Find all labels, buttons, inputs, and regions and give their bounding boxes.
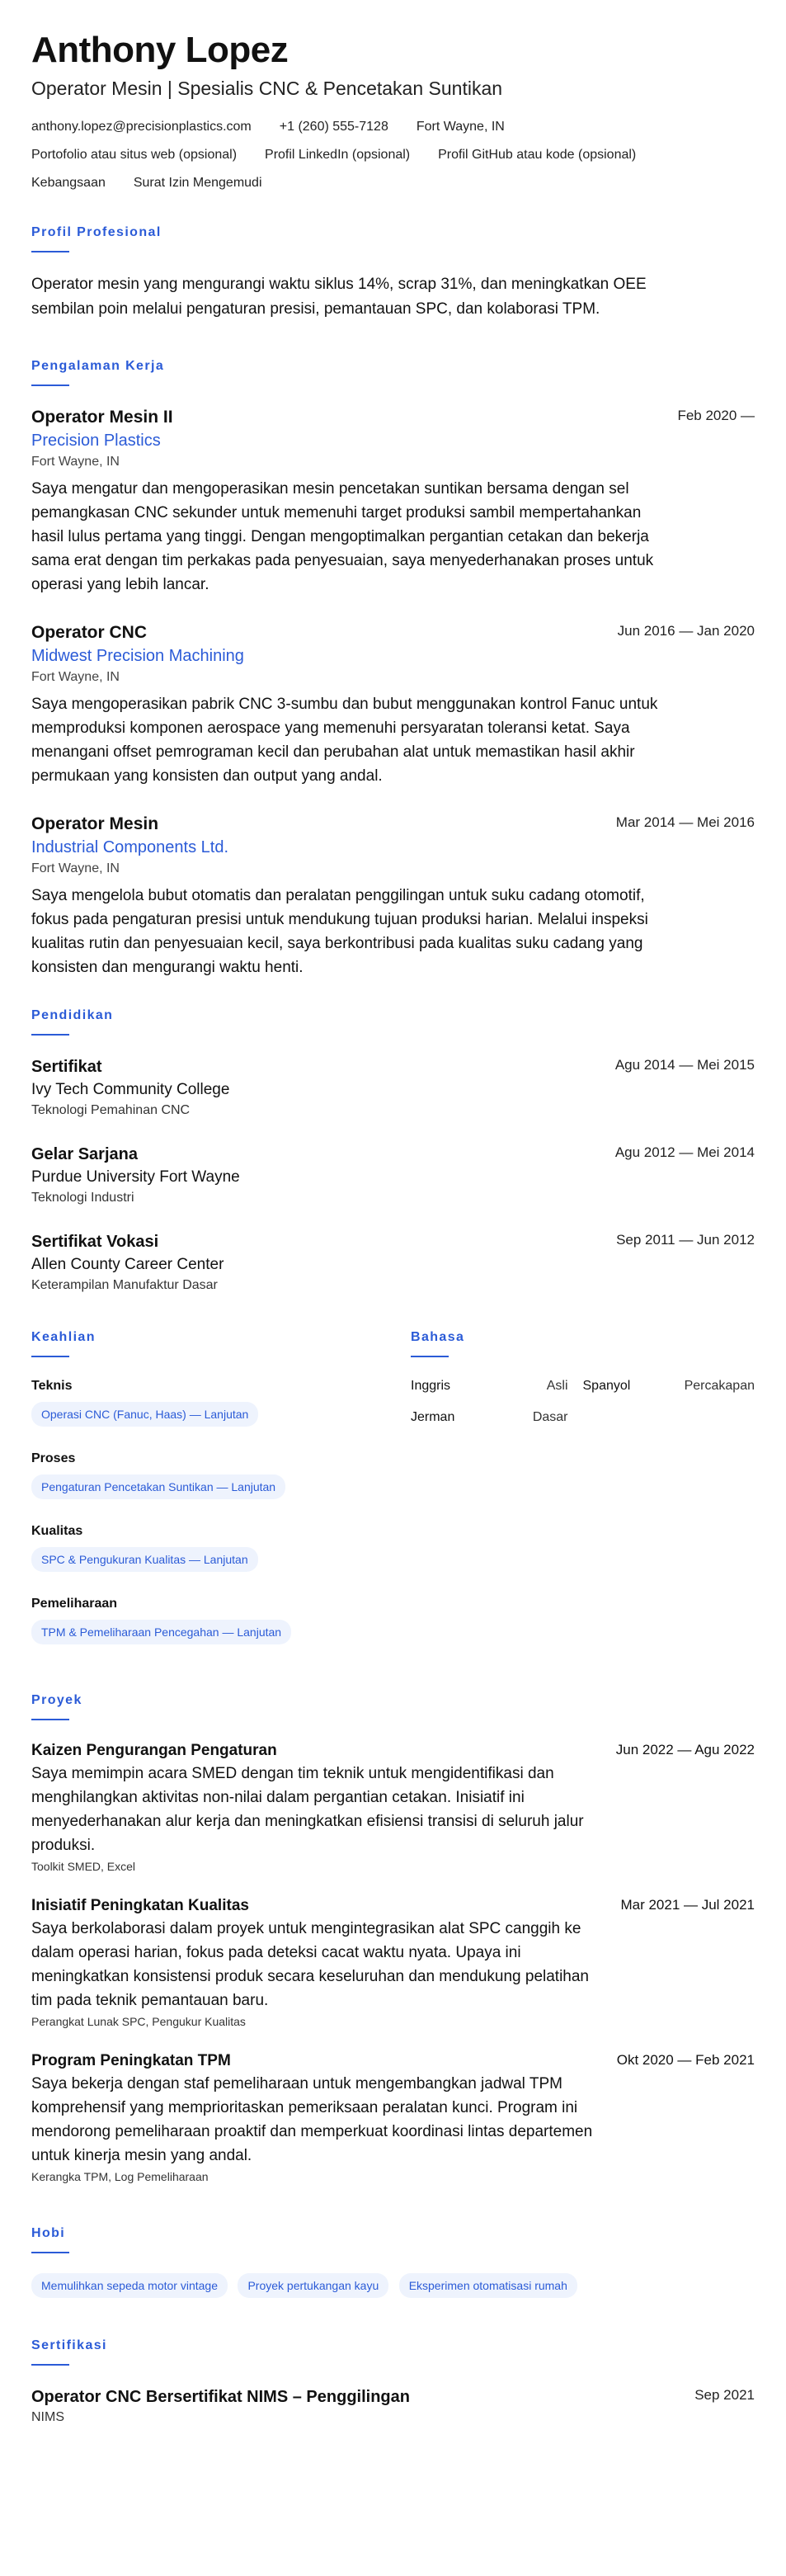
- project-name: Program Peningkatan TPM: [31, 2052, 231, 2069]
- skill-chip: TPM & Pemeliharaan Pencegahan — Lanjutan: [31, 1620, 291, 1644]
- education-dates: Sep 2011 — Jun 2012: [616, 1232, 755, 1248]
- section-divider: [31, 1356, 69, 1357]
- education-degree: Gelar Sarjana: [31, 1145, 138, 1163]
- skill-chip: Operasi CNC (Fanuc, Haas) — Lanjutan: [31, 1402, 258, 1427]
- skill-category: Teknis: [31, 1379, 73, 1393]
- certifications-section: [31, 2338, 755, 2427]
- education-dates: Agu 2012 — Mei 2014: [614, 1144, 755, 1160]
- education-entry: [31, 1143, 755, 1207]
- skill-category: Proses: [31, 1451, 76, 1465]
- candidate-name: Anthony Lopez: [31, 30, 289, 70]
- skill-category: Kualitas: [31, 1524, 83, 1538]
- job-location: Fort Wayne, IN: [31, 455, 120, 469]
- project-entry: [31, 1740, 755, 1875]
- experience-entry: [31, 813, 755, 979]
- project-tools: Kerangka TPM, Log Pemeliharaan: [31, 2170, 209, 2183]
- hobby-list: [31, 2273, 755, 2305]
- skill-chip: Pengaturan Pencetakan Suntikan — Lanjutan: [31, 1474, 285, 1499]
- skill-chip: SPC & Pengukuran Kualitas — Lanjutan: [31, 1547, 258, 1572]
- certification-date: Sep 2021: [694, 2387, 755, 2403]
- contact-github-link[interactable]: Profil GitHub atau kode (opsional): [438, 148, 637, 162]
- section-title-experience: Pengalaman Kerja: [31, 359, 165, 373]
- education-degree: Sertifikat: [31, 1058, 102, 1076]
- language-item: [583, 1377, 755, 1395]
- education-dates: Agu 2014 — Mei 2015: [614, 1057, 755, 1073]
- contact-portfolio-link[interactable]: Portofolio atau situs web (opsional): [31, 148, 238, 162]
- contact-email[interactable]: anthony.lopez@precisionplastics.com: [31, 120, 252, 134]
- company-name: Precision Plastics: [31, 432, 161, 450]
- project-name: Inisiatif Peningkatan Kualitas: [31, 1897, 249, 1914]
- language-level: Dasar: [532, 1410, 568, 1424]
- contact-phone[interactable]: +1 (260) 555-7128: [279, 120, 388, 134]
- section-title-education: Pendidikan: [31, 1008, 114, 1022]
- hobby-chip: Memulihkan sepeda motor vintage: [31, 2273, 228, 2298]
- job-dates: Jun 2016 — Jan 2020: [617, 623, 755, 639]
- company-name: Midwest Precision Machining: [31, 647, 244, 665]
- section-title-profile: Profil Profesional: [31, 225, 162, 239]
- profile-summary: Operator mesin yang mengurangi waktu siklus 14%, scrap 31%, dan meningkatkan OEE sembilan poin melalui pengaturan presisi, pemantauan SPC, dan kolaborasi TPM.: [31, 276, 647, 318]
- skills-languages-row: [31, 1329, 755, 1668]
- languages-section: [411, 1329, 755, 1668]
- language-name: Inggris: [411, 1379, 451, 1393]
- skill-group: [31, 1450, 411, 1506]
- language-list: [411, 1377, 755, 1427]
- job-title: Operator Mesin II: [31, 408, 173, 427]
- project-description: Saya bekerja dengan staf pemeliharaan untuk mengembangkan jadwal TPM komprehensif yang memprioritaskan pemeriksaan peralatan kunci. Program ini mendorong pemeliharaan proaktif dan memperkuat koordinasi lintas departemen untuk kinerja mesin yang andal.: [31, 2075, 593, 2164]
- hobby-chip: Proyek pertukangan kayu: [238, 2273, 388, 2298]
- project-name: Kaizen Pengurangan Pengaturan: [31, 1742, 277, 1759]
- section-title-certifications: Sertifikasi: [31, 2338, 107, 2352]
- project-dates: Jun 2022 — Agu 2022: [615, 1742, 755, 1757]
- education-entry: [31, 1055, 755, 1120]
- job-dates: Mar 2014 — Mei 2016: [615, 814, 755, 830]
- section-title-projects: Proyek: [31, 1693, 82, 1707]
- projects-section: [31, 1692, 755, 2186]
- section-title-hobbies: Hobi: [31, 2226, 66, 2240]
- project-dates: Okt 2020 — Feb 2021: [616, 2052, 755, 2068]
- section-divider: [31, 1034, 69, 1036]
- job-title: Operator Mesin: [31, 814, 159, 833]
- project-tools: Toolkit SMED, Excel: [31, 1860, 136, 1873]
- contact-location: Fort Wayne, IN: [416, 120, 505, 134]
- contact-linkedin-link[interactable]: Profil LinkedIn (opsional): [265, 148, 411, 162]
- education-degree: Sertifikat Vokasi: [31, 1233, 159, 1251]
- section-divider: [31, 251, 69, 252]
- project-entry: [31, 2050, 755, 2186]
- project-description: Saya memimpin acara SMED dengan tim teknik untuk mengidentifikasi dan menghilangkan aktivitas non-nilai dalam pergantian cetakan. Inisiatif ini menyederhanakan alur kerja dan meningkatkan efisiensi transisi di seluruh jalur produksi.: [31, 1765, 584, 1854]
- language-item: [411, 1408, 583, 1427]
- skills-section: [31, 1329, 411, 1668]
- section-divider: [31, 2252, 69, 2253]
- skill-category: Pemeliharaan: [31, 1597, 118, 1611]
- contact-row-links: [31, 147, 755, 163]
- language-name: Jerman: [411, 1410, 455, 1424]
- candidate-title: Operator Mesin | Spesialis CNC & Pencetakan Suntikan: [31, 78, 503, 99]
- skill-group: [31, 1595, 411, 1651]
- certification-entry: [31, 2385, 755, 2427]
- education-field: Teknologi Pemahinan CNC: [31, 1103, 191, 1117]
- experience-entry: [31, 406, 755, 597]
- job-title: Operator CNC: [31, 623, 148, 642]
- language-item: [411, 1377, 583, 1395]
- education-field: Teknologi Industri: [31, 1191, 134, 1205]
- project-entry: [31, 1895, 755, 2031]
- certification-name: Operator CNC Bersertifikat NIMS – Penggilingan: [31, 2388, 410, 2406]
- language-name: Spanyol: [582, 1379, 631, 1393]
- education-school: Allen County Career Center: [31, 1256, 224, 1273]
- project-dates: Mar 2021 — Jul 2021: [620, 1897, 755, 1913]
- skill-group: [31, 1522, 411, 1578]
- section-divider: [31, 1719, 69, 1720]
- job-description: Saya mengatur dan mengoperasikan mesin pencetakan suntikan bersama dengan sel pemangkasan CNC sekunder untuk memenuhi target produksi sambil mempertahankan hasil lulus pertama yang tinggi. Dengan mengoptimalkan pergantian cetakan dan bekerja sama erat dengan tim perkakas pada penyesuaian, saya menyederhanakan proses untuk operasi yang lebih lancar.: [31, 480, 654, 593]
- education-field: Keterampilan Manufaktur Dasar: [31, 1278, 218, 1292]
- education-section: [31, 1007, 755, 1295]
- job-description: Saya mengelola bubut otomatis dan peralatan penggilingan untuk suku cadang otomotif, fokus pada pengaturan presisi untuk mendukung tujuan produksi harian. Melalui inspeksi kualitas rutin dan penyesuaian kecil, saya berkontribusi pada kualitas suku cadang yang konsisten dan mengurangi waktu henti.: [31, 887, 648, 976]
- contact-row-extra: [31, 175, 755, 191]
- hobbies-section: [31, 2225, 755, 2305]
- job-description: Saya mengoperasikan pabrik CNC 3-sumbu dan bubut menggunakan kontrol Fanuc untuk memproduksi komponen aerospace yang memenuhi persyaratan toleransi ketat. Saya menangani offset pemrograman kecil dan perubahan alat untuk memastikan hasil akhir permukaan yang konsisten dan output yang andal.: [31, 696, 658, 785]
- experience-entry: [31, 621, 755, 788]
- section-divider: [411, 1356, 449, 1357]
- section-divider: [31, 2364, 69, 2366]
- job-location: Fort Wayne, IN: [31, 861, 120, 875]
- section-title-languages: Bahasa: [411, 1330, 465, 1344]
- hobby-chip: Eksperimen otomatisasi rumah: [399, 2273, 577, 2298]
- contact-nationality: Kebangsaan: [31, 176, 106, 190]
- contact-row-primary: [31, 119, 755, 135]
- language-level: Percakapan: [684, 1379, 755, 1393]
- language-level: Asli: [546, 1379, 568, 1393]
- education-school: Purdue University Fort Wayne: [31, 1168, 240, 1186]
- project-tools: Perangkat Lunak SPC, Pengukur Kualitas: [31, 2015, 246, 2028]
- education-school: Ivy Tech Community College: [31, 1081, 230, 1098]
- section-divider: [31, 385, 69, 386]
- certification-issuer: NIMS: [31, 2410, 64, 2424]
- contact-driver-license: Surat Izin Mengemudi: [133, 176, 262, 190]
- experience-section: [31, 358, 755, 979]
- job-location: Fort Wayne, IN: [31, 670, 120, 684]
- section-title-skills: Keahlian: [31, 1330, 96, 1344]
- skill-group: [31, 1377, 411, 1433]
- profile-section: [31, 224, 755, 322]
- education-entry: [31, 1230, 755, 1295]
- project-description: Saya berkolaborasi dalam proyek untuk mengintegrasikan alat SPC canggih ke dalam operasi harian, fokus pada deteksi cacat waktu nyata. Upaya ini meningkatkan konsistensi produk secara keseluruhan dan mendukung pelatihan tim pada teknik pemantauan baru.: [31, 1920, 589, 2009]
- job-dates: Feb 2020 —: [677, 408, 755, 423]
- company-name: Industrial Components Ltd.: [31, 838, 229, 856]
